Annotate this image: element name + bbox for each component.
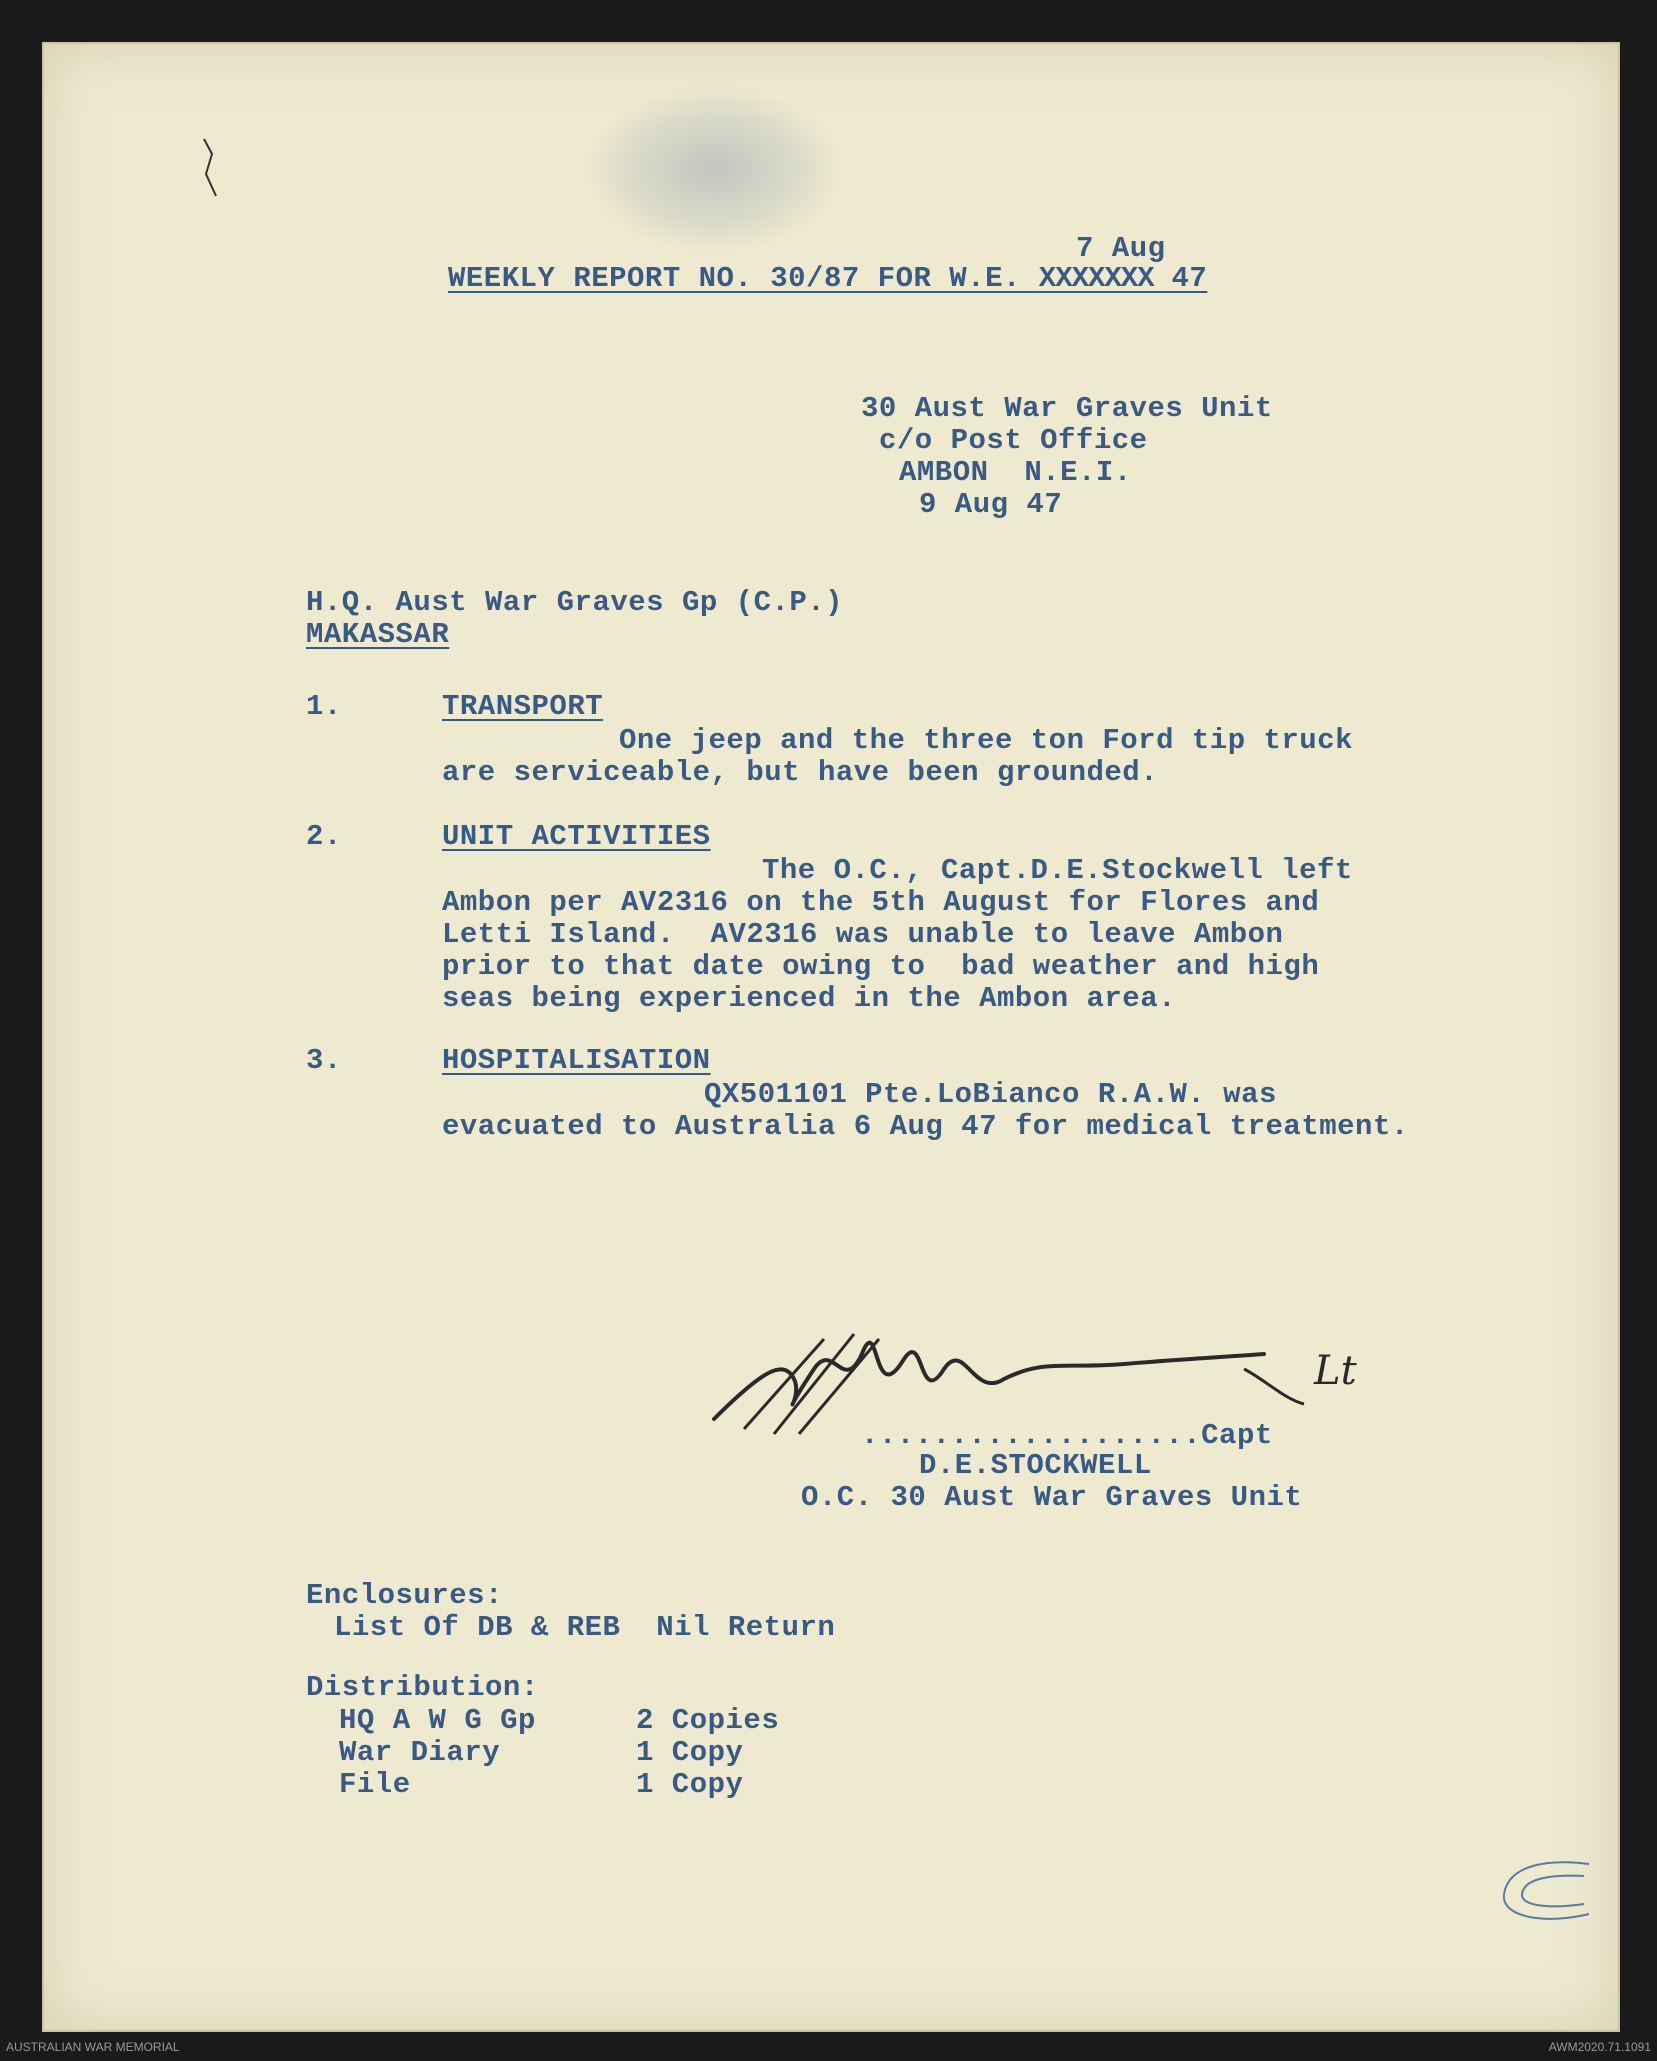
ink-smudge bbox=[584, 84, 844, 254]
signatory-title: O.C. 30 Aust War Graves Unit bbox=[801, 1481, 1303, 1514]
paperclip-mark-icon bbox=[1489, 1854, 1599, 1934]
section-2-line-5: seas being experienced in the Ambon area. bbox=[442, 982, 1177, 1015]
section-1-number: 1. bbox=[306, 690, 342, 723]
distribution-copies: 2 Copies bbox=[636, 1704, 780, 1737]
report-title-prefix: WEEKLY REPORT NO. 30/87 FOR W.E. bbox=[448, 262, 1039, 295]
distribution-recipient: File bbox=[339, 1768, 411, 1801]
enclosures-label: Enclosures: bbox=[306, 1579, 503, 1612]
sender-unit: 30 Aust War Graves Unit bbox=[861, 392, 1273, 425]
sender-location: AMBON N.E.I. bbox=[899, 456, 1132, 489]
margin-mark-icon bbox=[194, 134, 234, 204]
section-2-number: 2. bbox=[306, 820, 342, 853]
section-3-heading: HOSPITALISATION bbox=[442, 1044, 711, 1077]
sender-address: c/o Post Office bbox=[879, 424, 1148, 457]
report-title-struck: XXXXXXX bbox=[1038, 262, 1154, 295]
distribution-copies: 1 Copy bbox=[636, 1736, 744, 1769]
footer-right: AWM2020.71.1091 bbox=[1548, 2040, 1651, 2054]
signature-note: Lt bbox=[1314, 1348, 1357, 1394]
date-insert: 7 Aug bbox=[1076, 232, 1166, 265]
section-3-line-2: evacuated to Australia 6 Aug 47 for medical treatment. bbox=[442, 1110, 1409, 1143]
footer-left: AUSTRALIAN WAR MEMORIAL bbox=[6, 2040, 180, 2054]
section-2-line-1: The O.C., Capt.D.E.Stockwell left bbox=[762, 854, 1353, 887]
distribution-recipient: HQ A W G Gp bbox=[339, 1704, 536, 1737]
addressee-line2: MAKASSAR bbox=[306, 618, 450, 651]
enclosures-item: List Of DB & REB Nil Return bbox=[334, 1611, 836, 1644]
section-2-line-3: Letti Island. AV2316 was unable to leave Ambon bbox=[442, 918, 1284, 951]
section-1-line-1: One jeep and the three ton Ford tip truck bbox=[619, 724, 1354, 757]
distribution-copies: 1 Copy bbox=[636, 1768, 744, 1801]
distribution-label: Distribution: bbox=[306, 1671, 539, 1704]
section-3-number: 3. bbox=[306, 1044, 342, 1077]
report-title-suffix: 47 bbox=[1153, 262, 1208, 295]
section-2-line-4: prior to that date owing to bad weather and high bbox=[442, 950, 1320, 983]
sender-date: 9 Aug 47 bbox=[919, 488, 1063, 521]
section-1-heading: TRANSPORT bbox=[442, 690, 604, 723]
capt-line: ...................Capt bbox=[861, 1419, 1273, 1452]
report-title bbox=[448, 262, 1207, 295]
section-3-line-1: QX501101 Pte.LoBianco R.A.W. was bbox=[704, 1078, 1277, 1111]
section-2-line-2: Ambon per AV2316 on the 5th August for Flores and bbox=[442, 886, 1320, 919]
section-1-line-2: are serviceable, but have been grounded. bbox=[442, 756, 1159, 789]
document-page bbox=[42, 42, 1620, 2032]
distribution-recipient: War Diary bbox=[339, 1736, 501, 1769]
addressee-line1: H.Q. Aust War Graves Gp (C.P.) bbox=[306, 586, 844, 619]
signatory-name: D.E.STOCKWELL bbox=[919, 1449, 1152, 1482]
section-2-heading: UNIT ACTIVITIES bbox=[442, 820, 711, 853]
